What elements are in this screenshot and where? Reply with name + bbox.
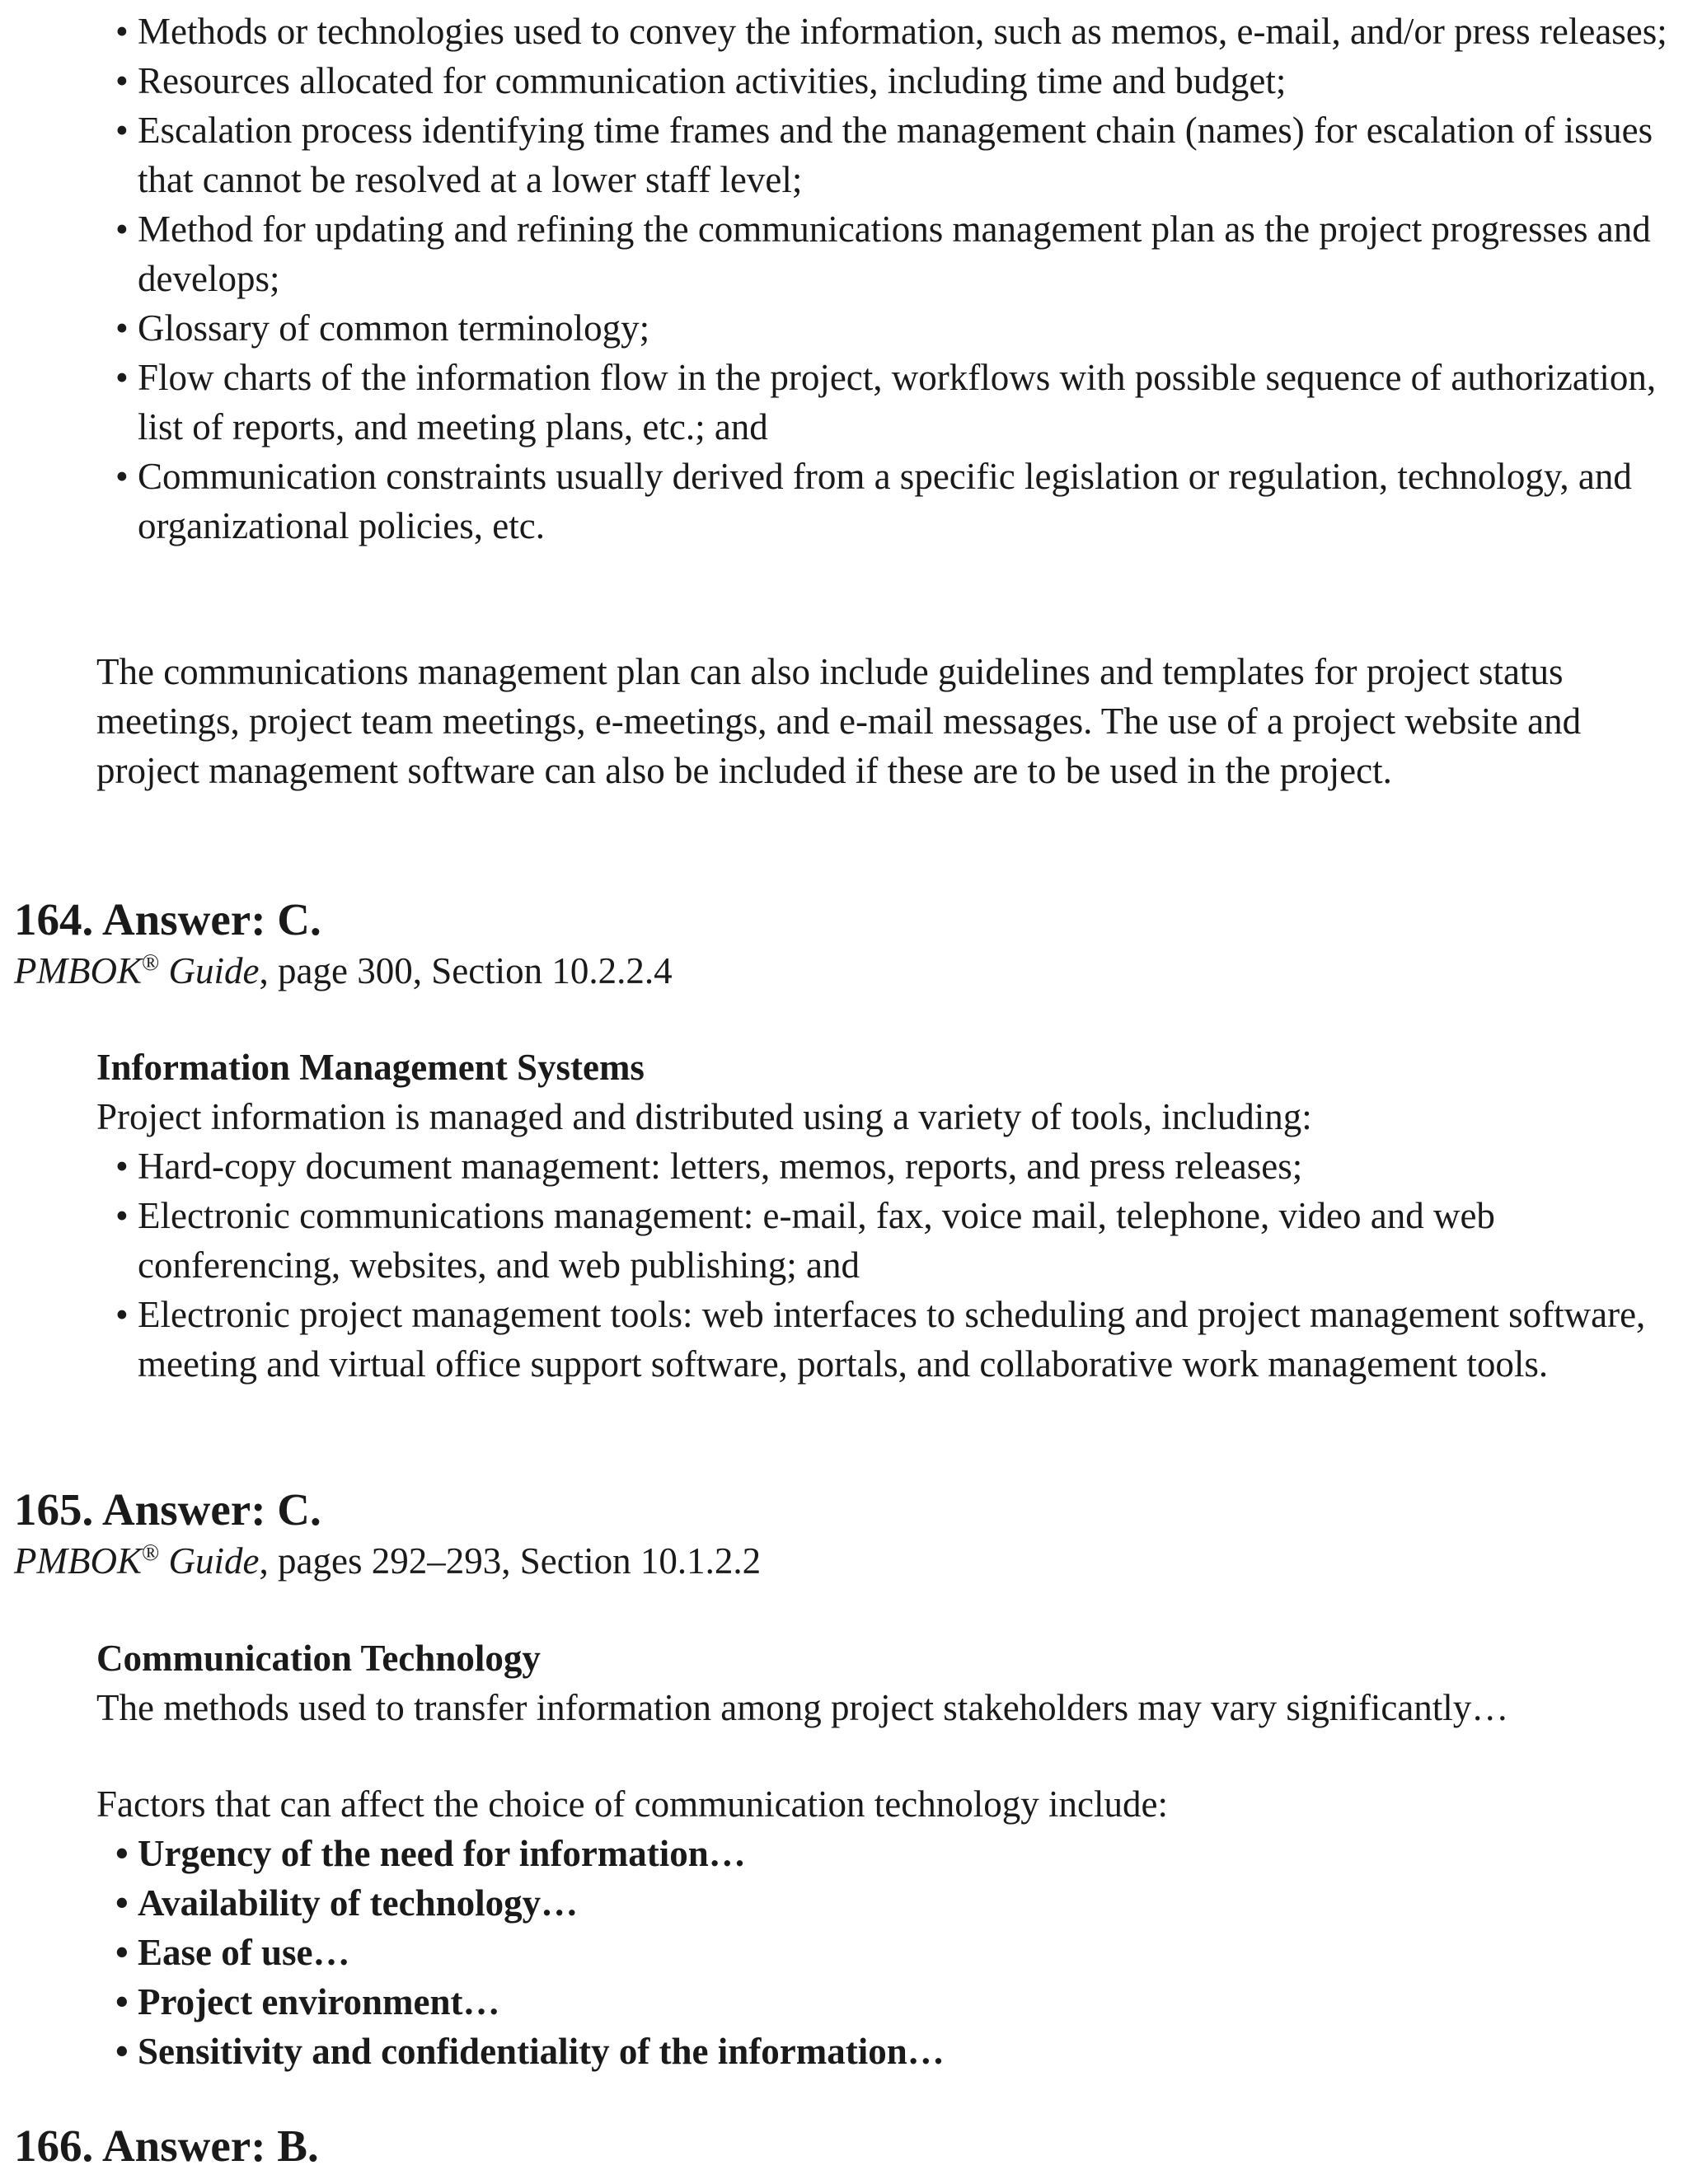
guide-suffix: Guide: [159, 1540, 260, 1582]
list-item-text: Electronic project management tools: web interfaces to scheduling and project management software, meeting and virtual office support software, portals, and collaborative work management tools.: [138, 1294, 1646, 1385]
list-item: [115, 303, 1687, 353]
list-item-text: Resources allocated for communication activities, including time and budget;: [138, 60, 1287, 101]
list-item-text: Hard-copy document management: letters, memos, reports, and press releases;: [138, 1146, 1303, 1187]
list-item-text: Methods or technologies used to convey the information, such as memos, e-mail, and/or press releases;: [138, 11, 1667, 52]
registered-mark: ®: [141, 1540, 160, 1566]
registered-mark: ®: [141, 950, 160, 976]
comm-plan-bullet-list: [115, 7, 1681, 551]
guide-name: PMBOK: [14, 1540, 142, 1582]
list-item: [115, 1290, 1657, 1389]
list-item: [115, 1829, 945, 1878]
list-item: [115, 7, 1687, 56]
answer-164-heading: 164. Answer: C.: [14, 894, 321, 944]
answer-165-factors-intro: Factors that can affect the choice of communication technology include:: [96, 1783, 1168, 1825]
answer-164-intro: Project information is managed and distributed using a variety of tools, including:: [96, 1096, 1312, 1137]
answer-166-heading: 166. Answer: B.: [14, 2121, 319, 2171]
answer-164-subheading: Information Management Systems: [96, 1047, 645, 1088]
list-item: [115, 56, 1687, 105]
guide-name: PMBOK: [14, 950, 142, 991]
answer-165-heading: 165. Answer: C.: [14, 1484, 321, 1535]
answer-164-reference: [14, 946, 673, 996]
list-item-text: Electronic communications management: e-mail, fax, voice mail, telephone, video and web conferencing, websites, and web publishing; and: [138, 1195, 1495, 1286]
list-item-text: Urgency of the need for information…: [138, 1833, 746, 1874]
list-item: [115, 2027, 945, 2076]
comm-plan-paragraph: The communications management plan can also include guidelines and templates for project status meetings, project team meetings, e-meetings, and e-mail messages. The use of a project website and project management software can also be included if these are to be used in the project.: [96, 651, 1582, 791]
answer-165-factors-list: [115, 1829, 945, 2076]
answer-165-reference: [14, 1536, 761, 1586]
list-item-text: Method for updating and refining the communications management plan as the project progresses and develops;: [138, 209, 1651, 299]
list-item: [115, 1141, 1657, 1191]
list-item: [115, 1977, 945, 2027]
answer-165-intro: The methods used to transfer information among project stakeholders may vary significantly…: [96, 1687, 1509, 1728]
reference-location: , pages 292–293, Section 10.1.2.2: [259, 1540, 762, 1582]
list-item: [115, 353, 1687, 452]
list-item: [115, 105, 1687, 204]
answer-165-subheading: Communication Technology: [96, 1638, 541, 1679]
reference-location: , page 300, Section 10.2.2.4: [259, 950, 673, 991]
list-item-text: Availability of technology…: [138, 1882, 579, 1924]
list-item-text: Escalation process identifying time frames and the management chain (names) for escalation of issues that cannot be resolved at a lower staff level;: [138, 110, 1653, 200]
list-item-text: Glossary of common terminology;: [138, 307, 650, 349]
guide-suffix: Guide: [159, 950, 260, 991]
list-item-text: Flow charts of the information flow in the project, workflows with possible sequence of authorization, list of reports, and meeting plans, etc.; and: [138, 357, 1657, 448]
list-item-text: Communication constraints usually derived from a specific legislation or regulation, technology, and organizational policies, etc.: [138, 456, 1632, 546]
list-item-text: Sensitivity and confidentiality of the information…: [138, 2031, 945, 2072]
list-item: [115, 204, 1687, 303]
list-item-text: Ease of use…: [138, 1932, 350, 1973]
list-item-text: Project environment…: [138, 1981, 500, 2022]
list-item: [115, 452, 1687, 551]
answer-164-bullet-list: [115, 1141, 1657, 1389]
list-item: [115, 1928, 945, 1977]
list-item: [115, 1191, 1657, 1290]
list-item: [115, 1878, 945, 1928]
